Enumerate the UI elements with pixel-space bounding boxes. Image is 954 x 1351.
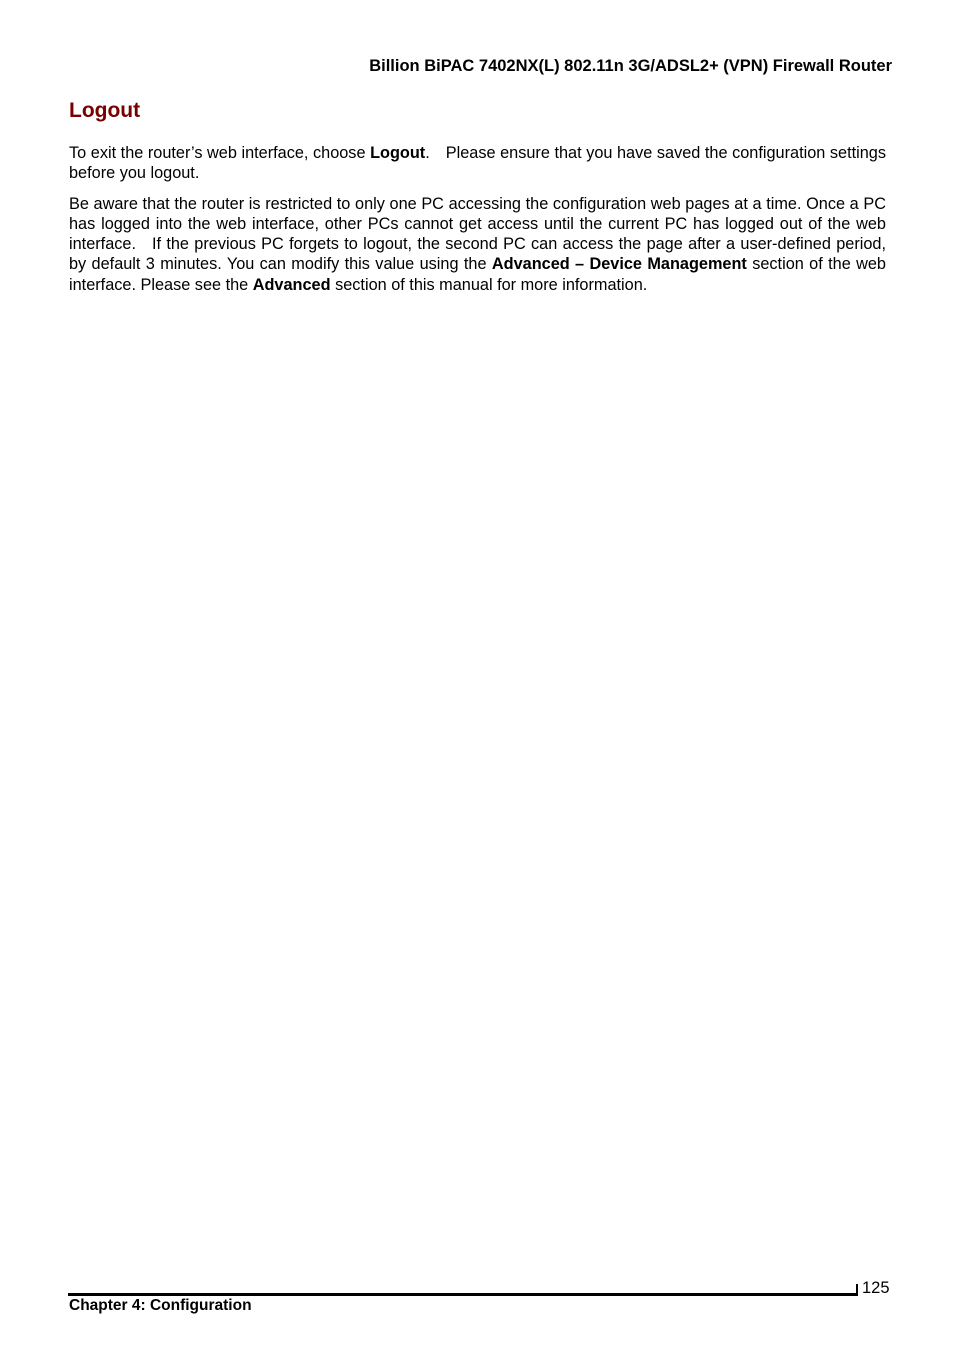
footer-chapter: Chapter 4: Configuration [69, 1297, 252, 1314]
text: . [425, 144, 430, 162]
text: If the previous PC forgets to logout, the second PC can access the page after a user-defined period, by default 3 minutes. You can modify this value using the [69, 235, 886, 274]
text: Be aware that the router is restricted to only one PC accessing the configuration web pages at a time. Once a PC has logged into the web interface, other PCs cannot get access until the current PC has logged out of the web interface. [69, 194, 886, 254]
footer-rule [68, 1293, 858, 1296]
page-number: 125 [862, 1279, 890, 1297]
body-content [69, 143, 886, 305]
text: To exit the router’s web interface, choose [69, 144, 371, 162]
section-title: Logout [69, 99, 141, 122]
paragraph-logout-instructions [69, 143, 886, 184]
text: section of the web interface. Please see the [69, 255, 886, 294]
text: section of this manual for more information. [330, 275, 648, 294]
advanced-term: Advanced [252, 275, 331, 294]
logout-term: Logout [370, 144, 426, 162]
paragraph-session-restriction [69, 194, 886, 295]
text: Please ensure that you have saved the configuration settings before you logout. [69, 144, 886, 183]
running-header: Billion BiPAC 7402NX(L) 802.11n 3G/ADSL2+ (VPN) Firewall Router [369, 57, 892, 75]
advanced-device-management-term: Advanced – Device Management [491, 255, 747, 274]
